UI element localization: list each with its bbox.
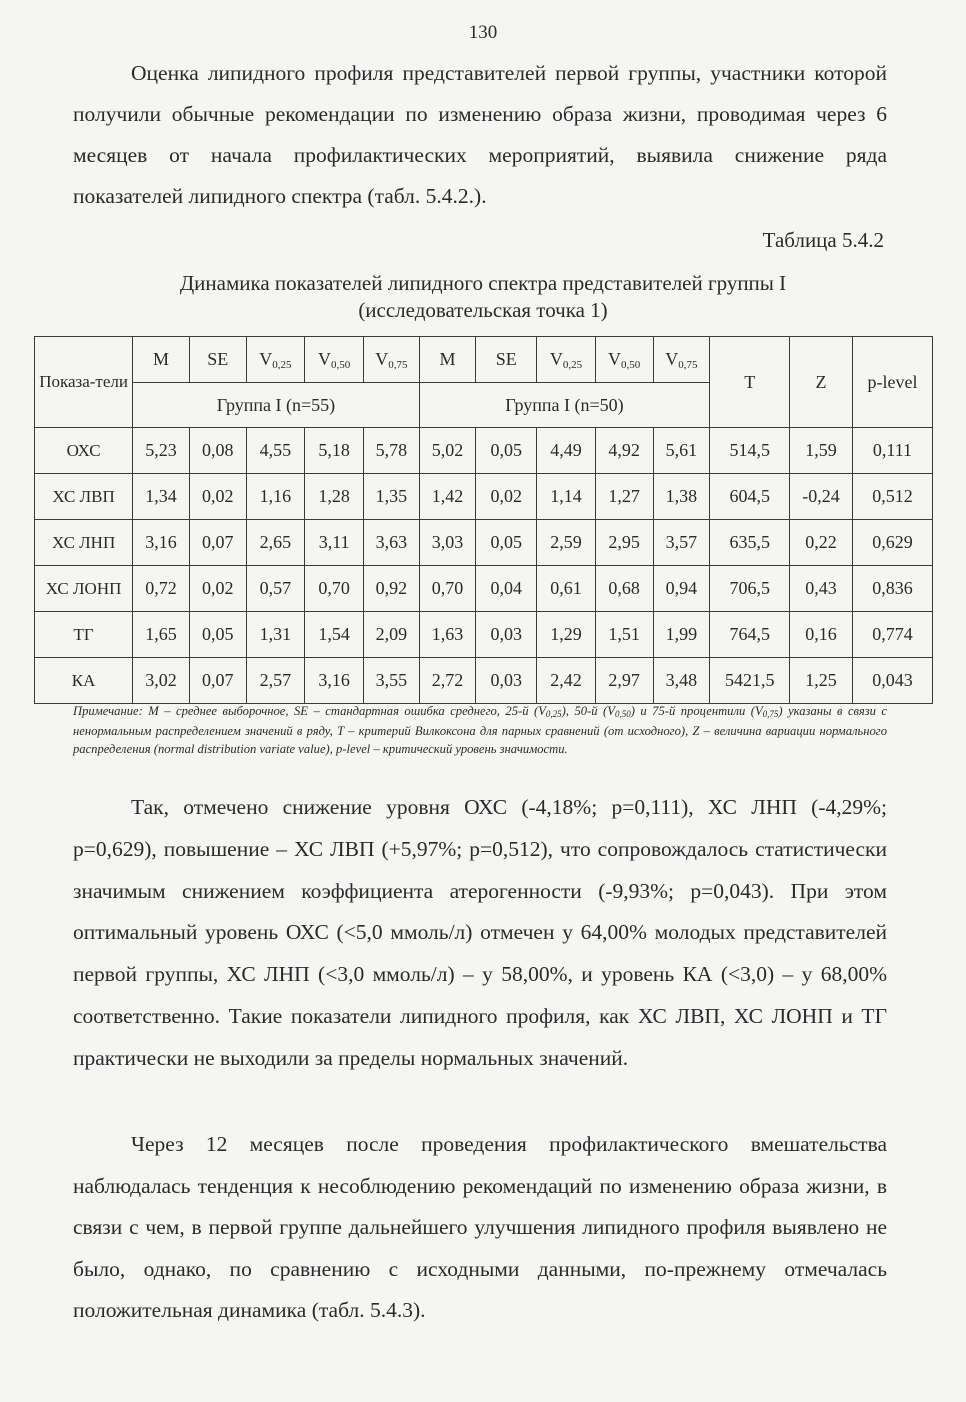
indicator-name-cell: ХС ЛВП xyxy=(35,474,133,520)
table-cell-p: 0,043 xyxy=(852,658,932,704)
table-cell-v25_1: 1,31 xyxy=(246,612,305,658)
table-cell-v75_2: 3,57 xyxy=(653,520,710,566)
header-v075-1 xyxy=(364,337,420,383)
indicator-name-cell: ХС ЛНП xyxy=(35,520,133,566)
paragraph-results: Так, отмечено снижение уровня ОХС (-4,18%; р=0,111), ХС ЛНП (-4,29%; р=0,629), повышение – ХС ЛВП (+5,97%; р=0,512), что сопровождалось статистически значимым снижением коэффициента атерогенности (-9,93%; р=0,043). При этом оптимальный уровень ОХС (<5,0 ммоль/л) отмечен у 64,00% молодых представителей первой группы, ХС ЛНП (<3,0 ммоль/л) – у 58,00%, и уровень КА (<3,0) – у 68,00% соответственно. Такие показатели липидного профиля, как ХС ЛВП, ХС ЛОНП и ТГ практически не выходили за пределы нормальных значений. xyxy=(73,795,887,1070)
table-cell-v25_2: 2,59 xyxy=(537,520,596,566)
table-cell-se1: 0,02 xyxy=(189,566,246,612)
header-group-1: Группа I (n=55) xyxy=(133,383,419,428)
table-cell-v75_2: 1,38 xyxy=(653,474,710,520)
header-group-2: Группа I (n=50) xyxy=(419,383,710,428)
table-cell-v25_2: 2,42 xyxy=(537,658,596,704)
indicator-name-cell: ОХС xyxy=(35,428,133,474)
table-cell-se1: 0,08 xyxy=(189,428,246,474)
table-cell-v75_2: 5,61 xyxy=(653,428,710,474)
indicator-name-cell: ТГ xyxy=(35,612,133,658)
header-v-letter: V xyxy=(318,348,332,369)
table-cell-v50_2: 1,27 xyxy=(595,474,653,520)
table-cell-z: 1,59 xyxy=(790,428,853,474)
table-cell-p: 0,629 xyxy=(852,520,932,566)
table-cell-z: 1,25 xyxy=(790,658,853,704)
table-cell-v25_2: 1,29 xyxy=(537,612,596,658)
header-v-letter: V xyxy=(549,348,563,369)
header-v-subscript: 0,75 xyxy=(678,358,698,371)
paragraph-intro: Оценка липидного профиля представителей первой группы, участники которой получили обычные рекомендации по изменению образа жизни, проводимая через 6 месяцев от начала профилактических мероприятий, выявила снижение ряда показателей липидного спектра (табл. 5.4.2.). xyxy=(73,61,887,208)
table-cell-z: 0,16 xyxy=(790,612,853,658)
table-cell-v75_1: 2,09 xyxy=(364,612,420,658)
table-cell-v75_1: 0,92 xyxy=(364,566,420,612)
header-v050-1 xyxy=(305,337,364,383)
note-subscript-025: 0,25 xyxy=(545,709,562,719)
table-cell-v50_1: 3,16 xyxy=(305,658,364,704)
table-cell-t: 604,5 xyxy=(710,474,790,520)
table-caption xyxy=(34,270,932,324)
header-z: Z xyxy=(790,337,853,428)
header-v075-2 xyxy=(653,337,710,383)
table-cell-p: 0,111 xyxy=(852,428,932,474)
table-cell-m1: 5,23 xyxy=(133,428,190,474)
table-cell-m2: 3,03 xyxy=(419,520,476,566)
table-cell-m2: 1,63 xyxy=(419,612,476,658)
table-cell-m1: 3,02 xyxy=(133,658,190,704)
header-v-subscript: 0,25 xyxy=(562,358,583,371)
table-cell-se2: 0,03 xyxy=(476,612,537,658)
table-cell-v50_1: 1,54 xyxy=(305,612,364,658)
header-v025-2 xyxy=(537,337,596,383)
header-v-subscript: 0,50 xyxy=(621,358,641,371)
table-header-row xyxy=(35,337,933,383)
paragraph-followup: Через 12 месяцев после проведения профилактического вмешательства наблюдалась тенденция к несоблюдению рекомендаций по изменению образа жизни, в связи с чем, в первой группе дальнейшего улучшения липидного профиля выявлено не было, однако, по сравнению с исходными данными, по-прежнему отмечалась положительная динамика (табл. 5.4.3). xyxy=(73,1132,887,1322)
table-cell-t: 764,5 xyxy=(710,612,790,658)
table-cell-t: 706,5 xyxy=(710,566,790,612)
header-indicators: Показа-тели xyxy=(35,337,133,428)
header-v-subscript: 0,50 xyxy=(331,358,351,371)
note-subscript-050: 0,50 xyxy=(614,709,631,719)
table-cell-p: 0,774 xyxy=(852,612,932,658)
table-caption-line-2: (исследовательская точка 1) xyxy=(358,298,608,322)
table-cell-z: 0,43 xyxy=(790,566,853,612)
table-row xyxy=(35,658,933,704)
header-v025-1 xyxy=(246,337,305,383)
header-se-2: SE xyxy=(476,337,537,383)
table-cell-v75_2: 3,48 xyxy=(653,658,710,704)
table-cell-v25_2: 4,49 xyxy=(537,428,596,474)
indicator-name-cell: ХС ЛОНП xyxy=(35,566,133,612)
table-cell-v25_1: 2,57 xyxy=(246,658,305,704)
table-cell-t: 635,5 xyxy=(710,520,790,566)
header-m-1: M xyxy=(133,337,190,383)
note-part-3: ) и 75-й процентили (V xyxy=(630,704,763,718)
header-v050-2 xyxy=(595,337,653,383)
table-cell-v50_1: 0,70 xyxy=(305,566,364,612)
note-part-1: Примечание: M – среднее выборочное, SE – стандартная ошибка среднего, 25-й (V xyxy=(73,704,546,718)
table-cell-p: 0,512 xyxy=(852,474,932,520)
table-cell-v50_1: 5,18 xyxy=(305,428,364,474)
table-cell-v25_2: 1,14 xyxy=(537,474,596,520)
header-v-subscript: 0,75 xyxy=(388,358,408,371)
table-cell-v75_1: 3,55 xyxy=(364,658,420,704)
note-part-4: ) указаны в связи с ненормальным распределением значений в ряду, T – критерий Вилкоксона для парных сравнений (от исходного), Z – величина вариации нормального распределения (normal distribution variate value), p-level – критический уровень значимости. xyxy=(73,704,888,756)
table-cell-v25_1: 1,16 xyxy=(246,474,305,520)
table-cell-v75_2: 1,99 xyxy=(653,612,710,658)
table-cell-v75_1: 5,78 xyxy=(364,428,420,474)
table-cell-v50_2: 2,95 xyxy=(595,520,653,566)
table-cell-m1: 1,65 xyxy=(133,612,190,658)
table-cell-se1: 0,07 xyxy=(189,658,246,704)
note-part-2: ), 50-й (V xyxy=(561,704,615,718)
table-cell-se1: 0,02 xyxy=(189,474,246,520)
table-cell-se1: 0,05 xyxy=(189,612,246,658)
table-cell-v25_1: 4,55 xyxy=(246,428,305,474)
table-cell-v50_2: 1,51 xyxy=(595,612,653,658)
table-cell-v75_1: 3,63 xyxy=(364,520,420,566)
table-cell-m2: 2,72 xyxy=(419,658,476,704)
table-cell-v50_1: 3,11 xyxy=(305,520,364,566)
header-t: T xyxy=(710,337,790,428)
table-cell-z: -0,24 xyxy=(790,474,853,520)
indicator-name-cell: КА xyxy=(35,658,133,704)
table-cell-v50_1: 1,28 xyxy=(305,474,364,520)
table-cell-v50_2: 2,97 xyxy=(595,658,653,704)
page-number: 130 xyxy=(468,22,498,43)
table-row xyxy=(35,566,933,612)
table-cell-m1: 3,16 xyxy=(133,520,190,566)
table-cell-se1: 0,07 xyxy=(189,520,246,566)
table-cell-m2: 5,02 xyxy=(419,428,476,474)
table-row xyxy=(35,520,933,566)
table-cell-v25_2: 0,61 xyxy=(537,566,596,612)
table-cell-p: 0,836 xyxy=(852,566,932,612)
header-v-letter: V xyxy=(375,348,389,369)
table-cell-m1: 0,72 xyxy=(133,566,190,612)
table-caption-line-1: Динамика показателей липидного спектра представителей группы I xyxy=(179,271,787,295)
table-cell-m1: 1,34 xyxy=(133,474,190,520)
table-label: Таблица 5.4.2 xyxy=(762,228,884,252)
header-v-letter: V xyxy=(608,348,622,369)
header-m-2: M xyxy=(419,337,476,383)
table-cell-z: 0,22 xyxy=(790,520,853,566)
table-cell-v75_2: 0,94 xyxy=(653,566,710,612)
table-row xyxy=(35,428,933,474)
table-cell-v50_2: 4,92 xyxy=(595,428,653,474)
header-p-level: p-level xyxy=(852,337,932,428)
note-subscript-075: 0,75 xyxy=(762,709,779,719)
table-cell-m2: 1,42 xyxy=(419,474,476,520)
table-cell-se2: 0,03 xyxy=(476,658,537,704)
table-cell-t: 5421,5 xyxy=(710,658,790,704)
table-row xyxy=(35,474,933,520)
table-cell-v25_1: 2,65 xyxy=(246,520,305,566)
table-row xyxy=(35,612,933,658)
table-cell-se2: 0,02 xyxy=(476,474,537,520)
table-cell-se2: 0,05 xyxy=(476,520,537,566)
table-cell-v50_2: 0,68 xyxy=(595,566,653,612)
lipid-dynamics-table xyxy=(34,336,933,704)
table-cell-v25_1: 0,57 xyxy=(246,566,305,612)
header-v-letter: V xyxy=(665,348,679,369)
table-cell-m2: 0,70 xyxy=(419,566,476,612)
header-se-1: SE xyxy=(189,337,246,383)
header-v-letter: V xyxy=(259,348,273,369)
table-cell-v75_1: 1,35 xyxy=(364,474,420,520)
table-cell-t: 514,5 xyxy=(710,428,790,474)
header-v-subscript: 0,25 xyxy=(272,358,292,371)
table-cell-se2: 0,04 xyxy=(476,566,537,612)
table-note xyxy=(73,703,887,758)
table-cell-se2: 0,05 xyxy=(476,428,537,474)
